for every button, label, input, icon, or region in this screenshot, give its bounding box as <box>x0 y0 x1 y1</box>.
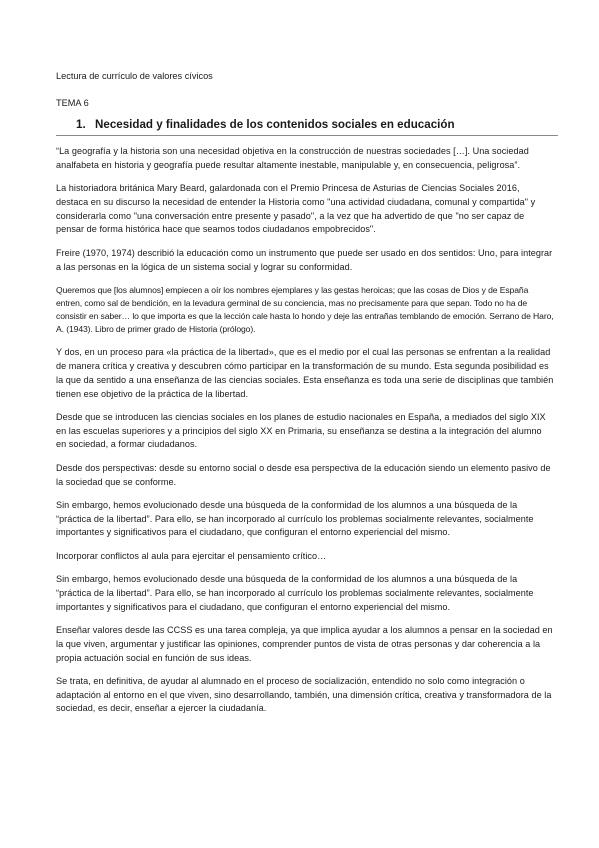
paragraph-sin-embargo-2: Sin embargo, hemos evolucionado desde una búsqueda de la conformidad de los alumnos a una búsqueda de la “práctica de la libertad”. Para ello, se han incorporado al currículo los problemas socialmente relevantes, socialmente importantes y significativos para el ciudadano, que configuran el entorno experiencial del mismo. <box>56 574 534 612</box>
paragraph-freire: Freire (1970, 1974) describió la educación como un instrumento que puede ser usado en dos sentidos: Uno, para integrar a las personas en la lógica de un sistema social y lograr su conformidad. <box>56 247 553 272</box>
paragraph-socializacion: Se trata, en definitiva, de ayudar al alumnado en el proceso de socialización, entendido no solo como integración o adaptación al entorno en el que viven, sino desarrollando, también, una dimensión crítica, creativa y transformadora de la sociedad, es decir, enseñar a ejercer la ciudadanía. <box>56 675 552 714</box>
section-heading-text: Necesidad y finalidades de los contenidos sociales en educación <box>95 118 455 131</box>
section-heading-number: 1. <box>76 118 86 131</box>
paragraph-ensenar-valores: Enseñar valores desde las CCSS es una tarea compleja, ya que implica ayudar a los alumnos a pensar en la sociedad en la que viven, argumentar y justificar las opiniones, comprender puntos de vista de otras personas y dar coherencia a la propia actuación social en función de sus ideas. <box>56 624 553 663</box>
paragraph-mary-beard: La historiadora británica Mary Beard, galardonada con el Premio Princesa de Asturias de Ciencias Sociales 2016, destaca en su discurso la necesidad de entender la Historia como "una actividad ciudadana, comunal y compartida" y considerarla como "una conversación entre presente y pasado", a la vez que ha advertido de que "no ser capaz de pensar de forma histórica hace que seamos todos ciudadanos empobrecidos". <box>56 183 536 235</box>
document-title: Lectura de currículo de valores cívicos <box>56 71 213 81</box>
section-heading <box>56 118 558 136</box>
tema-label: TEMA 6 <box>56 97 89 108</box>
paragraph-conflictos-aula: Incorporar conflictos al aula para ejercitar el pensamiento crítico… <box>56 550 327 561</box>
paragraph-ciencias-sociales-espana: Desde que se introducen las ciencias sociales en los planes de estudio nacionales en España, a mediados del siglo XIX en las escuelas superiores y a principios del siglo XX en Primaria, su enseñanza se destina a la integración del alumno en sociedad, a formar ciudadanos. <box>56 411 546 450</box>
paragraph-practica-libertad: Y dos, en un proceso para «la práctica de la libertad», que es el medio por el cual las personas se enfrentan a la realidad de manera crítica y creativa y descubren cómo participar en la transformación de su mundo. Esta segunda posibilidad es la que da sentido a una enseñanza de las ciencias sociales. Esta enseñanza es toda una serie de disciplinas que también tienen ese objetivo de la práctica de la libertad. <box>56 347 554 399</box>
paragraph-geografia-quote: “La geografía y la historia son una necesidad objetiva en la construcción de nuestras sociedades […]. Una sociedad analfabeta en historia y geografía puede resultar altamente inestable, manipulable y, en consecuencia, peligrosa”. <box>56 146 529 170</box>
paragraph-serrano-quote: Queremos que [los alumnos] empiecen a oír los nombres ejemplares y las gestas heroicas; que las cosas de Dios y de España entren, como sal de bendición, en la levadura germinal de su conciencia, mas no precisamente para que sepan. Todo no ha de consistir en saber… lo que importa es que la lección cale hasta lo hondo y deje las entrañas temblando de emoción. Serrano de Haro, A. (1943). Libro de primer grado de Historia (prólogo). <box>56 284 554 335</box>
paragraph-sin-embargo-1: Sin embargo, hemos evolucionado desde una búsqueda de la conformidad de los alumnos a una búsqueda de la “práctica de la libertad”. Para ello, se han incorporado al currículo los problemas socialmente relevantes, socialmente importantes y significativos para el ciudadano, que configuran el entorno experiencial del mismo. <box>56 499 534 538</box>
paragraph-dos-perspectivas: Desde dos perspectivas: desde su entorno social o desde esa perspectiva de la educación siendo un elemento pasivo de la sociedad que se conforme. <box>56 462 551 487</box>
